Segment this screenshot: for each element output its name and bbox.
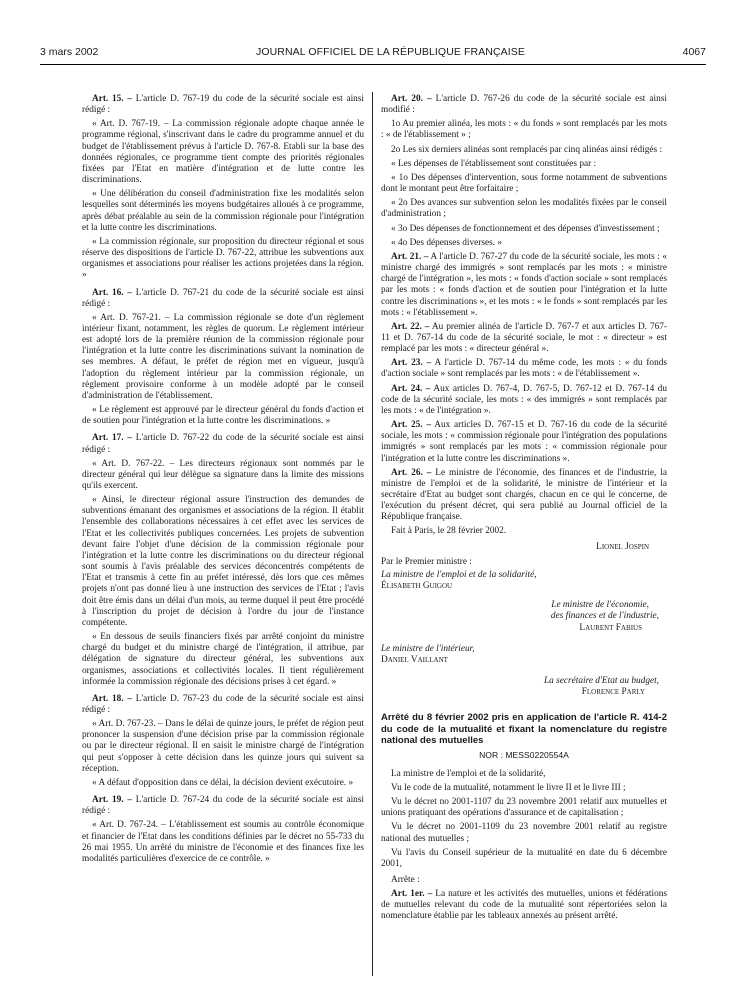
article-22 <box>381 322 667 355</box>
visa-line: Vu le décret no 2001-1107 du 23 novembre 2001 relatif aux mutuelles et unions pratiquant des opérations d'assurance et de capitalisation ; <box>381 797 667 819</box>
article-22-text: Au premier alinéa de l'article D. 767-7 et aux articles D. 767-11 et D. 767-14 du code de la sécurité sociale, le mot : « directeur » est remplacé par les mots : « directeur général ». <box>381 321 667 355</box>
column-divider <box>372 92 373 976</box>
article-20-para: « 3o Des dépenses de fonctionnement et des dépenses d'investissement ; <box>391 223 660 234</box>
article-23-text: A l'article D. 767-14 du même code, les mots : « du fonds d'action sociale » sont remplacés par les mots : « de l'établissement ». <box>381 358 667 380</box>
article-16-label: Art. 16. – <box>92 287 133 298</box>
signatory-name: Élisabeth Guigou <box>381 581 453 592</box>
article-17-intro <box>82 433 364 455</box>
article-24 <box>381 384 667 417</box>
arrete-article-1-text: La nature et les activités des mutuelles, unions et fédérations de mutuelles relevant du code de la mutualité sont répertoriées selon la nomenclature établie par les tableaux annexés au présent arrêté. <box>381 889 667 922</box>
header-date: 3 mars 2002 <box>40 46 99 58</box>
signatory-title <box>381 676 667 687</box>
article-16-intro <box>82 288 364 310</box>
arrete-article-1 <box>381 889 667 922</box>
article-15-para: « Art. D. 767-19. – La commission régionale adopte chaque année le programme régional, s'inscrivant dans le cadre du programme annuel et du budget de l'établissement prévus à l'article D. 767-8. Etabli sur la base des données régionales, ce programme tient compte des priorités régionales fixées par l'Etat en matière d'intégration et de lutte contre les discriminations. <box>82 119 364 186</box>
article-23 <box>381 358 667 380</box>
arrete-title: Arrêté du 8 février 2002 pris en application de l'article R. 414-2 du code de la mutualité et fixant la nomenclature du registre national des mutuelles <box>381 712 667 747</box>
article-15-intro <box>82 94 364 116</box>
signatory-title <box>381 600 667 611</box>
article-19-intro <box>82 795 364 817</box>
article-21-text: A l'article D. 767-27 du code de la sécurité sociale, les mots : « ministre chargé des immigrés » sont remplacés par les mots : « ministre chargé de l'intégration », les mots : « fonds d'action sociale » sont remplacés par les mots : « fonds d'action et de soutien pour l'intégration et la lutte contre les discriminations », et les mots : « le fonds » sont remplacés par les mots : « l'établissement ». <box>381 251 667 318</box>
article-15-intro-text: L'article D. 767-19 du code de la sécurité sociale est ainsi rédigé : <box>82 94 365 116</box>
article-16-para: « Art. D. 767-21. – La commission régionale se dote d'un règlement intérieur fixant, notamment, les règles de quorum. Le règlement intérieur est adopté lors de la première réunion de la commission régionale pour l'intégration et la lutte contre les discriminations suivant la nomination de ses membres. A défaut, le préfet de région met en vigueur, jusqu'à l'adoption du règlement intérieur par la commission régionale, un règlement provisoire conforme à un modèle adopté par le conseil d'administration de l'établissement. <box>82 312 364 401</box>
visa-line: Vu le décret no 2001-1109 du 23 novembre 2001 relatif au registre national des mutuelles ; <box>381 822 667 844</box>
article-17-para: « En dessous de seuils financiers fixés par arrêté conjoint du ministre chargé du budget et du ministre chargé de l'intégration, il attribue, par délégation de signature du directeur général, les subventions aux organismes, associations et collectivités locales. Il tient régulièrement informée la commission régionale des décisions prises à cet égard. » <box>82 632 364 687</box>
article-20-para: « 2o Des avances sur subvention selon les modalités fixées par le conseil d'administration ; <box>381 198 667 220</box>
visa-line: Vu l'avis du Conseil supérieur de la mutualité en date du 6 décembre 2001, <box>381 847 667 869</box>
article-21 <box>381 252 667 319</box>
article-16-para: « Le règlement est approuvé par le directeur général du fonds d'action et de soutien pour l'intégration et la lutte contre les discriminations. » <box>82 405 364 427</box>
signatory-name: Lionel Jospin <box>596 541 649 552</box>
signatory-title <box>381 611 667 622</box>
header-page-number: 4067 <box>682 46 706 58</box>
article-17-intro-text: L'article D. 767-22 du code de la sécurité sociale est ainsi rédigé : <box>82 433 365 455</box>
article-20-para: « Les dépenses de l'établissement sont constituées par : <box>391 158 597 169</box>
visa-line: La ministre de l'emploi et de la solidarité, <box>391 768 546 779</box>
signatory-title-text: La ministre de l'emploi et de la solidarité, <box>381 569 537 580</box>
article-18-intro-text: L'article D. 767-23 du code de la sécurité sociale est ainsi rédigé : <box>82 693 365 715</box>
place-date: Fait à Paris, le 28 février 2002. <box>391 526 507 537</box>
article-19-label: Art. 19. – <box>92 795 133 806</box>
article-15-para: « Une délibération du conseil d'administration fixe les modalités selon lesquelles sont déterminés les moyens budgétaires alloués à ce programme, après débat préalable au sein de la commission régionale pour l'intégration et la lutte contre les discriminations. <box>82 189 364 233</box>
article-17-para: « Ainsi, le directeur régional assure l'instruction des demandes de subventions émanant des organismes et associations de la région. Il établit l'ensemble des collaborations nécessaires à cet effet avec les services de l'Etat et les collectivités publiques concernées. Les projets de subvention devant faire l'objet d'une décision de la commission régionale pour l'intégration et la lutte contre les discriminations ou du directeur régional sont soumis à l'avis préalable des services déconcentrés compétents de l'Etat et transmis à cette fin au préfet intéressé, dès lors que ces mêmes projets n'ont pas donné lieu à une instruction des services de l'Etat ; l'avis doit être émis dans un délai d'un mois, au terme duquel il peut être procédé à l'inscription du projet de décision à l'ordre du jour de l'instance compétente. <box>82 495 364 628</box>
article-20-label: Art. 20. – <box>391 94 432 104</box>
arrete-article-1-label: Art. 1er. – <box>391 889 433 900</box>
article-19-intro-text: L'article D. 767-24 du code de la sécurité sociale est ainsi rédigé : <box>82 795 365 817</box>
article-24-label: Art. 24. – <box>391 383 431 394</box>
article-15-label: Art. 15. – <box>92 94 133 104</box>
header-rule <box>40 64 706 65</box>
signatory-name: Laurent Fabius <box>579 622 642 633</box>
article-20-para: « 4o Des dépenses diverses. » <box>391 237 503 248</box>
arrete-word: Arrête : <box>391 874 420 885</box>
article-24-text: Aux articles D. 767-4, D. 767-5, D. 767-12 et D. 767-14 du code de la sécurité sociale, les mots : « des immigrés » sont remplacés par les mots : « de l'intégration ». <box>381 383 667 416</box>
article-20-intro <box>381 94 667 116</box>
signature-block <box>381 526 667 698</box>
signatory-title <box>381 644 667 655</box>
signatory-title-text: La secrétaire d'Etat au budget, <box>544 676 659 687</box>
visa-line: Vu le code de la mutualité, notamment le livre II et le livre III ; <box>391 782 626 793</box>
article-20-para: 1o Au premier alinéa, les mots : « du fonds » sont remplacés par les mots : « de l'établissement » ; <box>381 119 667 141</box>
article-26-text: Le ministre de l'économie, des finances et de l'industrie, la ministre de l'emploi et de la solidarité, le ministre de l'intérieur et la secrétaire d'Etat au budget sont chargés, chacun en ce qui le concerne, de l'exécution du présent décret, qui sera publié au Journal officiel de la République française. <box>381 467 667 523</box>
signatory-title-text: Le ministre de l'économie, <box>551 600 649 611</box>
article-18-para: « Art. D. 767-23. – Dans le délai de quinze jours, le préfet de région peut prononcer la suspension d'une décision prise par la commission régionale ou par le directeur régional. Il en saisit le ministre chargé de l'intégration qui peut s'opposer à cette décision dans les quinze jours qui suivent sa réception. <box>82 719 364 774</box>
article-20-para: 2o Les six derniers alinéas sont remplacés par cinq alinéas ainsi rédigés : <box>391 144 663 155</box>
article-15-para: « La commission régionale, sur proposition du directeur régional et sous réserve des dispositions de l'article D. 767-22, attribue les subventions aux organismes et associations pour réaliser les actions projetées dans la région. » <box>82 236 364 281</box>
page-header <box>40 46 706 62</box>
article-25-text: Aux articles D. 767-15 et D. 767-16 du code de la sécurité sociale, les mots : « commission régionale pour l'intégration des populations immigrés » sont remplacés par les mots : « commission régionale pour l'intégration et la lutte contre les discriminations ». <box>381 420 668 464</box>
article-26 <box>381 468 667 524</box>
article-16-intro-text: L'article D. 767-21 du code de la sécurité sociale est ainsi rédigé : <box>82 287 365 309</box>
signatory-intro: Par le Premier ministre : <box>381 556 472 567</box>
header-journal-title: JOURNAL OFFICIEL DE LA RÉPUBLIQUE FRANÇAISE <box>256 46 525 58</box>
signatory-name: Daniel Vaillant <box>381 654 448 665</box>
article-18-label: Art. 18. – <box>92 693 133 704</box>
left-column <box>82 94 364 868</box>
article-26-label: Art. 26. – <box>391 467 432 478</box>
signatory-name: Florence Parly <box>581 687 645 698</box>
signatory-title-text: Le ministre de l'intérieur, <box>381 643 475 654</box>
article-22-label: Art. 22. – <box>391 321 430 332</box>
article-18-para: « A défaut d'opposition dans ce délai, la décision devient exécutoire. » <box>92 777 354 788</box>
article-18-intro <box>82 694 364 716</box>
article-25-label: Art. 25. – <box>391 420 432 431</box>
article-21-label: Art. 21. – <box>391 251 429 262</box>
article-17-label: Art. 17. – <box>92 433 133 444</box>
right-column <box>381 94 667 926</box>
article-23-label: Art. 23. – <box>391 358 432 369</box>
article-20-intro-text: L'article D. 767-26 du code de la sécurité sociale est ainsi modifié : <box>381 94 667 116</box>
signatory-title <box>381 570 667 581</box>
article-20-para: « 1o Des dépenses d'intervention, sous forme notamment de subventions dont le montant peut être forfaitaire ; <box>381 172 667 195</box>
article-19-para: « Art. D. 767-24. – L'établissement est soumis au contrôle économique et financier de l'Etat dans les conditions définies par le décret no 55-733 du 26 mai 1955. Un arrêté du ministre de l'économie et des finances fixe les modalités particulières d'exercice de ce contrôle. » <box>82 820 364 864</box>
signatory-title-text: des finances et de l'industrie, <box>550 611 659 622</box>
article-17-para: « Art. D. 767-22. – Les directeurs régionaux sont nommés par le directeur général qui leur délègue sa signature dans la limite des missions qu'ils exercent. <box>82 458 364 491</box>
article-25 <box>381 420 667 465</box>
nor-reference: NOR : MESS0220554A <box>479 749 569 760</box>
